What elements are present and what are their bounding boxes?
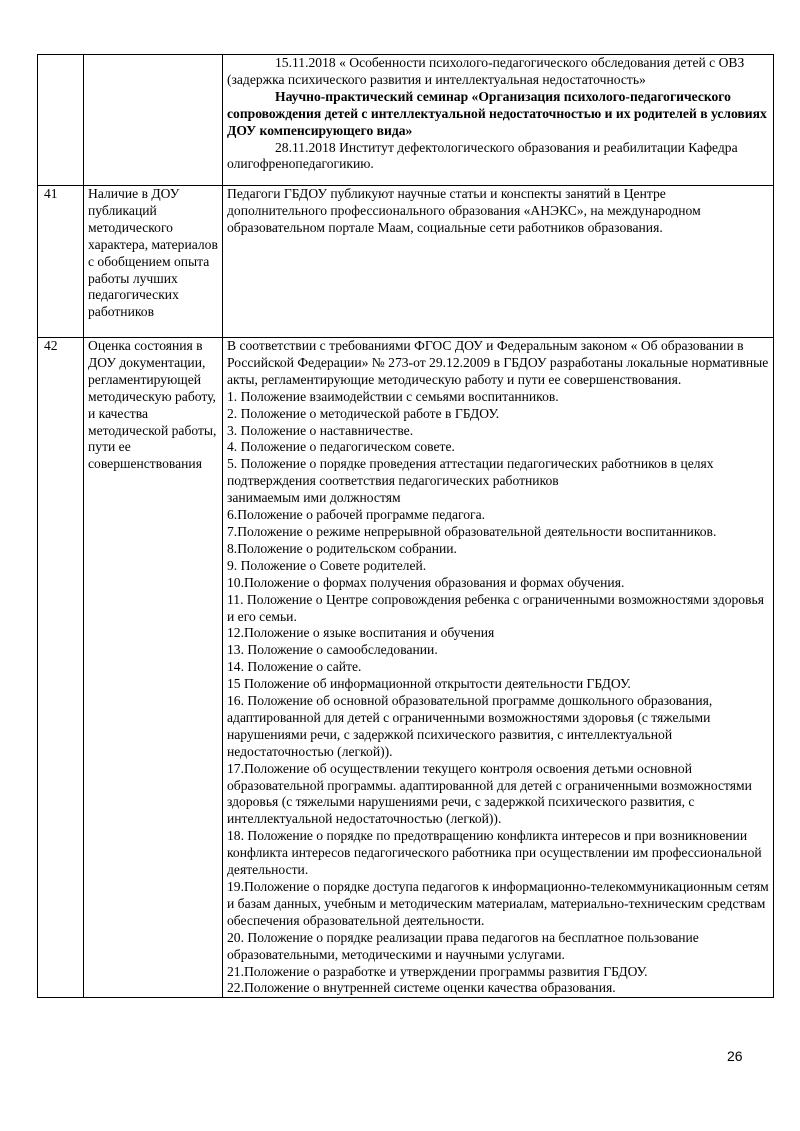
row-number-cell: 41 (38, 186, 84, 338)
intro-paragraph: В соответствии с требованиями ФГОС ДОУ и Федеральным законом « Об образовании в Российской Федерации» № 273-от 29.12.2009 в ГБДОУ разработаны локальные нормативные акты, регламентирующие методическую работу и пути ее совершенствования. (227, 338, 769, 387)
list-item: 5. Положение о порядке проведения аттестации педагогических работников в целях подтверждения соответствия педагогических работников (227, 456, 714, 489)
list-item: 9. Положение о Совете родителей. (227, 557, 427, 573)
page-number: 26 (727, 1048, 743, 1064)
list-item: 4. Положение о педагогическом совете. (227, 439, 455, 455)
list-item: 21.Положение о разработке и утверждении программы развития ГБДОУ. (227, 963, 648, 979)
list-item: 18. Положение о порядке по предотвращению конфликта интересов и при возникновении конфликта интересов педагогического работника при осуществлении им профессиональной деятельности. (227, 828, 762, 878)
row-title-cell (84, 55, 223, 186)
table-row (38, 55, 774, 186)
row-title-cell: Наличие в ДОУ публикаций методического характера, материалов с обобщением опыта работы лучших педагогических работников (84, 186, 223, 338)
list-item: 12.Положение о языке воспитания и обучения (227, 625, 495, 641)
list-item: 8.Положение о родительском собрании. (227, 540, 457, 556)
row-number-cell (38, 55, 84, 186)
list-item: 10.Положение о формах получения образования и формах обучения. (227, 574, 625, 590)
list-item: 3. Положение о наставничестве. (227, 422, 414, 438)
list-item: 15 Положение об информационной открытости деятельности ГБДОУ. (227, 676, 631, 692)
row-number-cell: 42 (38, 338, 84, 998)
list-item: 6.Положение о рабочей программе педагога. (227, 507, 486, 523)
list-item: занимаемым ими должностям (227, 490, 401, 506)
list-item: 22.Положение о внутренней системе оценки качества образования. (227, 980, 616, 996)
list-item: 20. Положение о порядке реализации права педагогов на бесплатное пользование образовательными, методическими и научными услугами. (227, 929, 699, 962)
list-item: 2. Положение о методической работе в ГБДОУ. (227, 405, 500, 421)
list-item: 16. Положение об основной образовательной программе дошкольного образования, адаптированной для детей с ограниченными возможностями здоровья (с тяжелыми нарушениями речи, с задержкой психического развития, с интеллектуальной недостаточностью (легкой)). (227, 693, 713, 759)
row-content-cell: Педагоги ГБДОУ публикуют научные статьи и конспекты занятий в Центре дополнительного профессионального образования «АНЭКС», на международном образовательном портале Маам, социальные сети работников образования. (223, 186, 774, 338)
list-item: 17.Положение об осуществлении текущего контроля освоения детьми основной образовательной программы. адаптированной для детей с ограниченными возможностями здоровья (с тяжелыми нарушениями речи, с задержкой психического развития, с интеллектуальной недостаточностью (легкой)). (227, 760, 752, 827)
list-item: 13. Положение о самообследовании. (227, 642, 438, 658)
list-item: 14. Положение о сайте. (227, 659, 362, 675)
event-paragraph-1: 15.11.2018 « Особенности психолого-педагогического обследования детей с ОВЗ (задержка психического развития и интеллектуальная недостаточность» (227, 55, 745, 87)
document-table (37, 54, 774, 998)
list-item: 1. Положение взаимодействии с семьями воспитанников. (227, 388, 559, 404)
row-content-cell (223, 55, 774, 186)
event-paragraph-2: 28.11.2018 Институт дефектологического образования и реабилитации Кафедра олигофренопедагогикию. (227, 139, 738, 172)
list-item: 19.Положение о порядке доступа педагогов к информационно-телекоммуникационным сетям и базам данных, учебным и методическим материалам, материально-техническим средствам обеспечения образовательной деятельности. (227, 879, 769, 928)
table-row (38, 338, 774, 998)
regulations-list (227, 389, 769, 998)
list-item: 7.Положение о режиме непрерывной образовательной деятельности воспитанников. (227, 523, 717, 539)
seminar-title: Научно-практический семинар «Организация психолого-педагогического сопровождения детей с интеллектуальной недостаточностью и их родителей в условиях ДОУ компенсирующего вида» (227, 88, 767, 138)
list-item: 11. Положение о Центре сопровождения ребенка с ограниченными возможностями здоровья и его семьи. (227, 591, 764, 624)
row-content-cell (223, 338, 774, 998)
row-title-cell: Оценка состояния в ДОУ документации, регламентирующей методическую работу, и качества методической работы, пути ее совершенствования (84, 338, 223, 998)
table-row (38, 186, 774, 338)
